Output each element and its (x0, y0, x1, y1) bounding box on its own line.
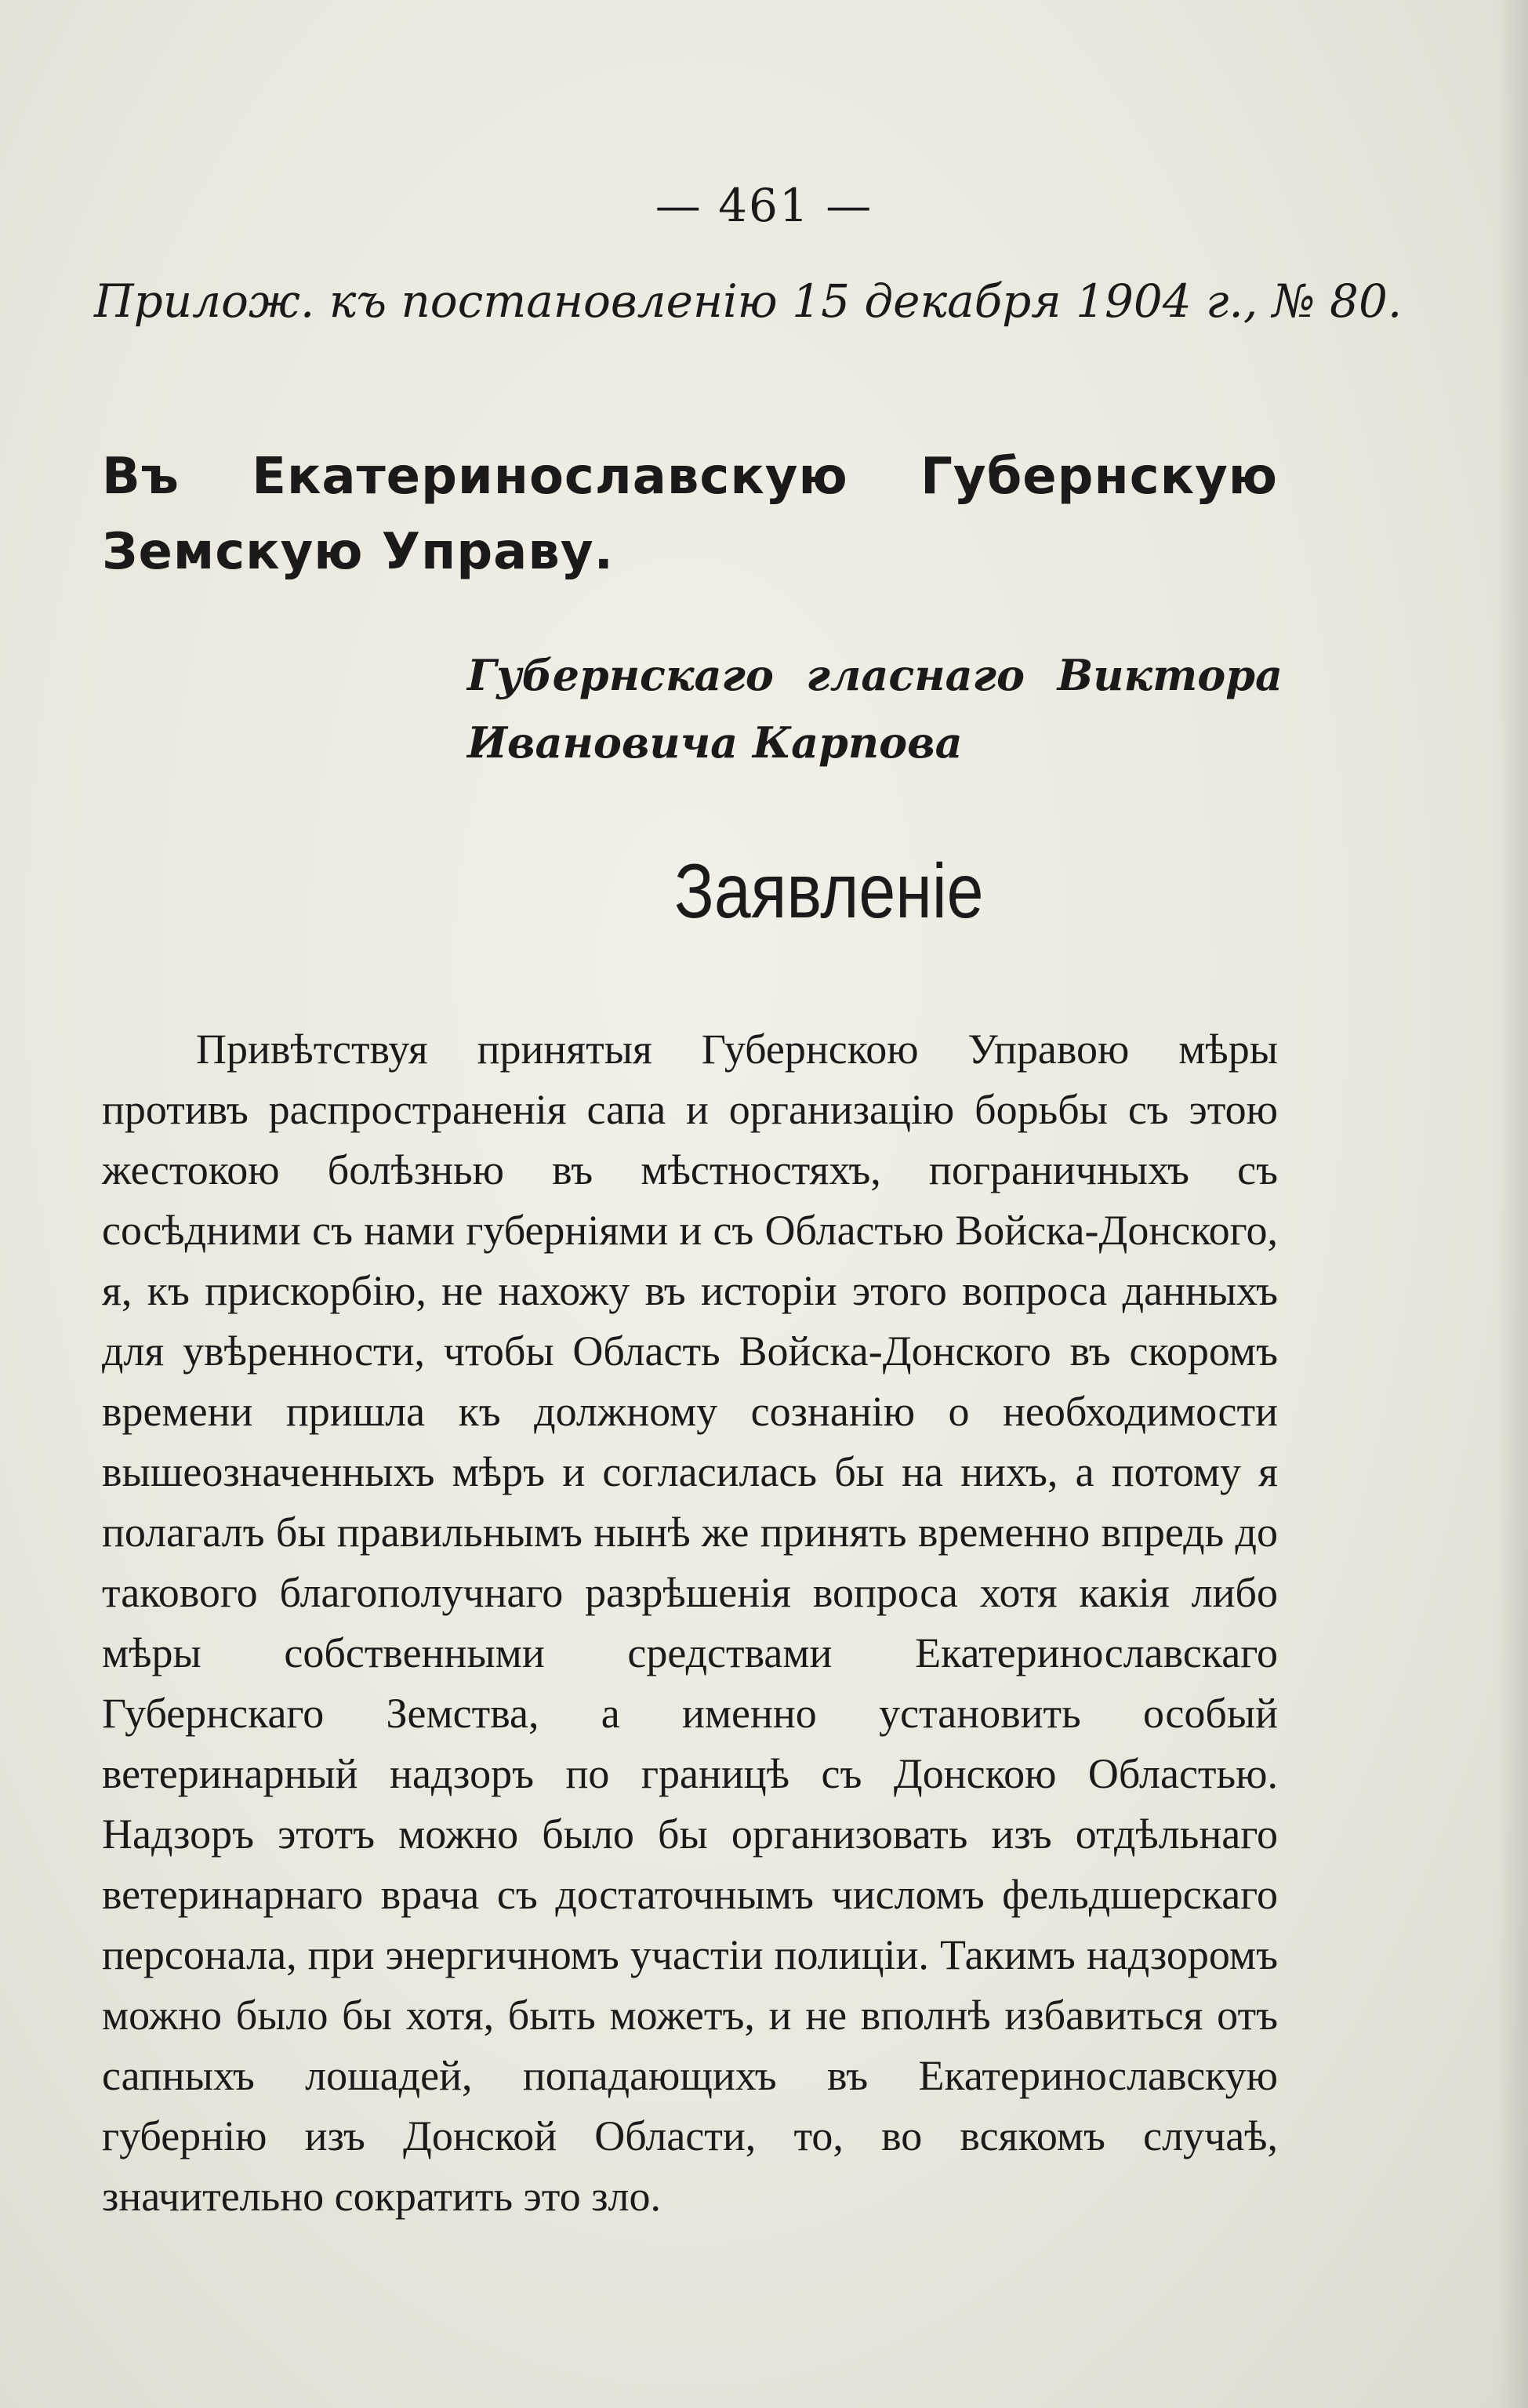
body-paragraph: Привѣтствуя принятыя Губернскою Управою мѣры противъ распространенія сапа и организацію борьбы съ этою жестокою болѣзнью въ мѣстностяхъ, пограничныхъ съ сосѣдними съ нами губерніями и съ Областью Войска-Донского, я, къ прискорбію, не нахожу въ исторіи этого вопроса данныхъ для увѣренности, чтобы Область Войска-Донского въ скоромъ времени пришла къ должному сознанію о необходимости вышеозначенныхъ мѣръ и согласилась бы на нихъ, а потому я полагалъ бы правильнымъ нынѣ же принять временно впредь до такового благополучнаго разрѣшенія вопроса хотя какія либо мѣры собственными средствами Екатеринославскаго Губернскаго Земства, а именно установить особый ветеринарный надзоръ по границѣ съ Донскою Областью. Надзоръ этотъ можно было бы организовать изъ отдѣльнаго ветеринарнаго врача съ достаточнымъ числомъ фельдшерскаго персонала, при энергичномъ участіи полиціи. Такимъ надзоромъ можно было бы хотя, быть можетъ, и не вполнѣ избавиться отъ сапныхъ лошадей, попадающихъ въ Екатеринославскую губернію изъ Донской Области, то, во всякомъ случаѣ, значительно сократить это зло. (102, 1026, 1278, 2220)
annex-note: Прилож. къ постановленію 15 декабря 1904 г., № 80. (94, 274, 1403, 328)
page-edge-shadow (1497, 0, 1528, 2408)
page-number: — 461 — (655, 179, 873, 232)
document-title: Заявленіе (674, 848, 984, 934)
author-line: Губернскаго гласнаго Виктора Ивановича Карпова (467, 650, 1283, 768)
addressee-heading: Въ Екатеринославскую Губернскую Земскую Управу. (102, 448, 1278, 581)
